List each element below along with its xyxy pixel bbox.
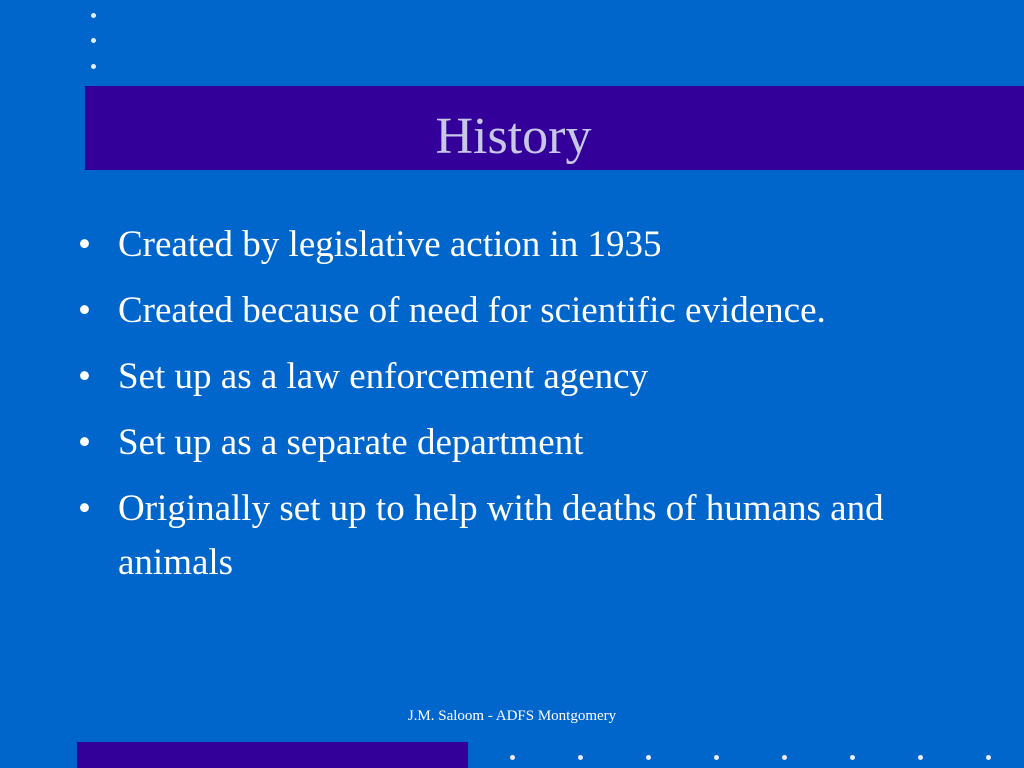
bullet-icon: •	[78, 488, 91, 529]
decorative-dot	[578, 755, 583, 760]
decorative-dot	[986, 755, 991, 760]
slide-title: History	[435, 108, 592, 165]
bullet-text: Set up as a law enforcement agency	[118, 356, 649, 397]
decorative-dot	[918, 755, 923, 760]
bullet-item	[78, 482, 978, 590]
decorative-dot	[91, 13, 96, 18]
bullet-icon: •	[78, 422, 91, 463]
decorative-dot	[850, 755, 855, 760]
bullet-list	[78, 218, 978, 602]
bullet-item	[78, 350, 978, 404]
bullet-text: Originally set up to help with deaths of humans and animals	[118, 488, 884, 583]
bullet-icon: •	[78, 224, 91, 265]
decorative-dot	[782, 755, 787, 760]
bullet-icon: •	[78, 290, 91, 331]
decorative-dot	[91, 64, 96, 69]
bullet-icon: •	[78, 356, 91, 397]
bullet-text: Set up as a separate department	[118, 422, 584, 463]
bottom-bar	[77, 742, 468, 768]
bullet-item	[78, 284, 978, 338]
decorative-dot	[91, 38, 96, 43]
slide-footer: J.M. Saloom - ADFS Montgomery	[407, 708, 617, 724]
bullet-text: Created because of need for scientific evidence.	[118, 290, 826, 331]
decorative-dot	[646, 755, 651, 760]
decorative-dot	[714, 755, 719, 760]
bullet-text: Created by legislative action in 1935	[118, 224, 662, 265]
bullet-item	[78, 218, 978, 272]
decorative-dot	[510, 755, 515, 760]
bullet-item	[78, 416, 978, 470]
